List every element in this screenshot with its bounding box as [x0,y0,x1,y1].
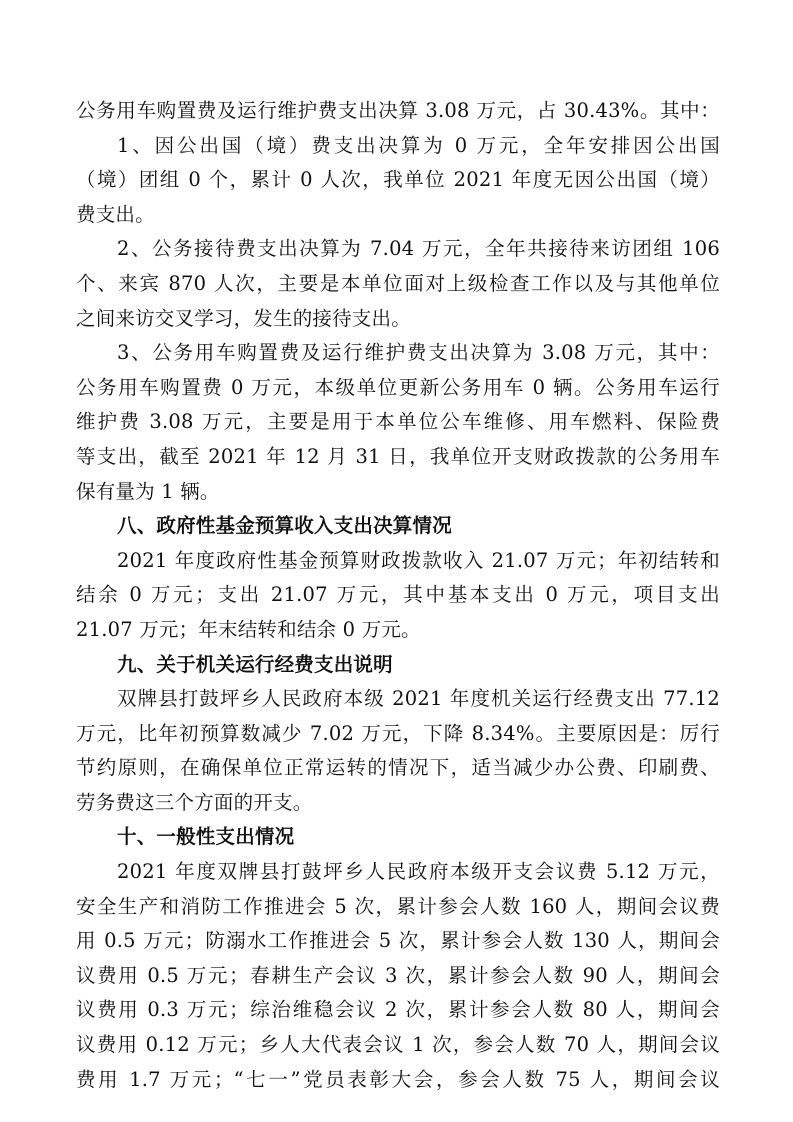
text-line-27: 议费用 0.3 万元；综治维稳会议 2 次，累计参会人数 80 人，期间会 [76,998,720,1022]
text-line-10: 维护费 3.08 万元，主要是用于本单位公车维修、用车燃料、保险费 [76,410,720,434]
text-line-4: 费支出。 [76,202,155,226]
text-line-6: 个、来宾 870 人次，主要是本单位面对上级检查工作以及与其他单位 [76,271,720,295]
text-line-14: 2021 年度政府性基金预算财政拨款收入 21.07 万元；年初结转和 [117,548,720,572]
text-line-9: 公务用车购置费 0 万元，本级单位更新公务用车 0 辆。公务用车运行 [76,375,720,399]
text-line-11: 等支出，截至 2021 年 12 月 31 日，我单位开支财政拨款的公务用车 [76,444,720,468]
section-heading-9: 九、关于机关运行经费支出说明 [117,652,393,676]
text-line-26: 议费用 0.5 万元；春耕生产会议 3 次，累计参会人数 90 人，期间会 [76,963,720,987]
document-page [76,94,720,1097]
text-line-3: （境）团组 0 个，累计 0 人次，我单位 2021 年度无因公出国（境） [76,168,720,192]
section-heading-8: 八、政府性基金预算收入支出决算情况 [117,514,452,538]
text-line-21: 劳务费这三个方面的开支。 [76,790,313,814]
text-line-23: 2021 年度双牌县打鼓坪乡人民政府本级开支会议费 5.12 万元， [117,860,720,884]
text-line-5: 2、公务接待费支出决算为 7.04 万元，全年共接待来访团组 106 [117,237,720,261]
text-line-28: 议费用 0.12 万元；乡人大代表会议 1 次，参会人数 70 人，期间会议 [76,1033,720,1057]
text-line-25: 用 0.5 万元；防溺水工作推进会 5 次，累计参会人数 130 人，期间会 [76,929,720,953]
text-line-19: 万元，比年初预算数减少 7.02 万元，下降 8.34%。主要原因是：厉行 [76,721,720,745]
text-line-12: 保有量为 1 辆。 [76,479,220,503]
text-line-29: 费用 1.7 万元；“七一”党员表彰大会，参会人数 75 人，期间会议 [76,1067,720,1091]
text-line-16: 21.07 万元；年末结转和结余 0 万元。 [76,617,421,641]
text-line-20: 节约原则，在确保单位正常运转的情况下，适当减少办公费、印刷费、 [76,756,720,780]
text-line-7: 之间来访交叉学习，发生的接待支出。 [76,306,411,330]
text-line-2: 1、因公出国（境）费支出决算为 0 万元，全年安排因公出国 [117,133,720,157]
text-line-24: 安全生产和消防工作推进会 5 次，累计参会人数 160 人，期间会议费 [76,894,720,918]
text-line-1: 公务用车购置费及运行维护费支出决算 3.08 万元，占 30.43%。其中： [76,99,720,122]
text-line-18: 双牌县打鼓坪乡人民政府本级 2021 年度机关运行经费支出 77.12 [117,687,720,711]
text-line-15: 结余 0 万元；支出 21.07 万元，其中基本支出 0 万元，项目支出 [76,583,720,607]
text-line-8: 3、公务用车购置费及运行维护费支出决算为 3.08 万元，其中： [117,341,720,365]
section-heading-10: 十、一般性支出情况 [117,825,295,849]
